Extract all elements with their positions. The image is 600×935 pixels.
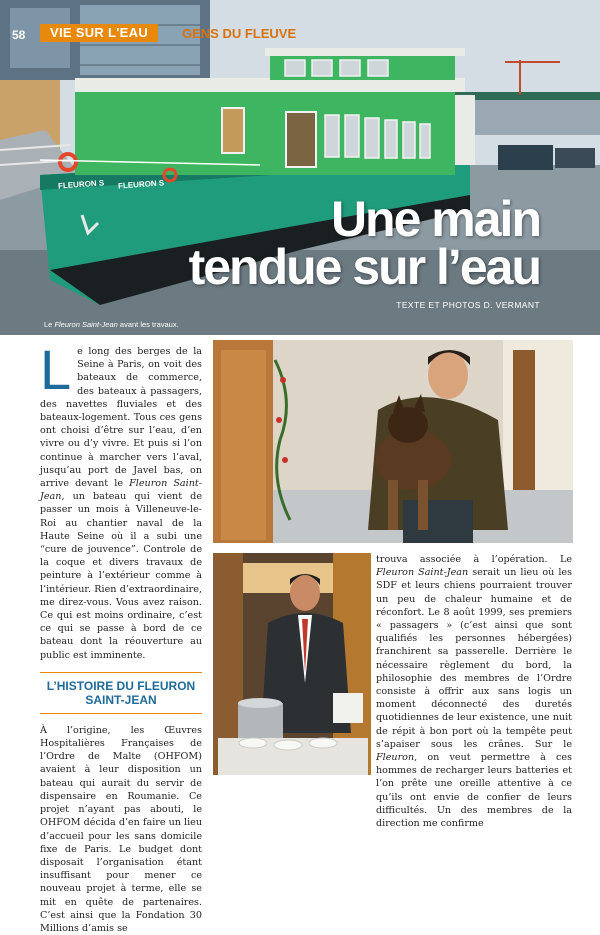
caption-suffix: avant les travaux. <box>117 320 179 329</box>
hero-photo <box>0 0 600 335</box>
continuation-text-1: trouva associée à l’opération. Le <box>376 554 572 565</box>
boat-name-marking-1: FLEURON S <box>57 178 105 191</box>
continuation-text-2: serait un lieu où les SDF et leurs chiens pourraient trouver un peu de chaleur humaine et de réconfort. Le 8 août 1999, ses premiers « passagers » (c’est ainsi que sont qualifiés les personnes hébergées) franchirent sa passerelle. Derrière le nécessaire règlement du bord, la philosophie des membres de l’Ordre consiste à offrir aux sans logis un moment déconnecté des duretés quotidiennes de leur existence, une nuit de répit à bon port où la tempête peut s’apaiser sous les crânes. Sur le <box>376 567 572 750</box>
photo-caption <box>44 320 179 329</box>
intro-paragraph <box>40 338 202 662</box>
man-serving-illustration <box>213 553 371 775</box>
photo-man-serving <box>213 553 371 775</box>
headline-line-1: Une main <box>330 191 540 247</box>
man-dog-illustration <box>213 340 573 543</box>
continuation-boat-name-2: Fleuron <box>376 752 415 764</box>
continuation-paragraph <box>376 553 572 830</box>
history-paragraph: À l’origine, les Œuvres Hospitalières Françaises de l’Ordre de Malte (OHFOM) avaient à leur disposition un bateau qui aurait du servir de dispensaire en Roumanie. Ce projet n’ayant pas abouti, le OHFOM décida d’en faire un lieu d’accueil pour les sans domicile fixe de Paris. Le budget dont disposait l’organisation étant insuffisant pour mener ce nouveau projet à terme, elle se mit en quête de partenaires. C’est ainsi que la Fondation 30 Millions d’amis se <box>40 724 202 934</box>
intro-boat-name: Fleuron Saint-Jean <box>40 478 202 503</box>
photo-credit: TEXTE ET PHOTOS D. VERMANT <box>396 300 540 310</box>
left-column <box>40 338 202 935</box>
page-number: 58 <box>12 28 26 42</box>
section-heading: L’HISTOIRE DU FLEURON SAINT-JEAN <box>40 672 202 714</box>
photo-man-with-dog <box>213 340 573 543</box>
right-column <box>376 553 572 830</box>
caption-boat-name: Fleuron Saint-Jean <box>54 320 118 329</box>
boat-name-marking-2: FLEURON S <box>117 178 165 191</box>
intro-text-1: e long des berges de la Seine à Paris, on voit des bateaux de commerce, des bateaux à passagers, des navettes fluviales et des bateaux-logement. Tous ces gens ont choisi d’être sur l’eau, d’en vivre ou d’y vivre. Et puis si l’on continue à marcher vers l’aval, jusqu’au port de Javel bas, on arrive devant le <box>40 346 202 490</box>
continuation-boat-name: Fleuron Saint-Jean <box>376 567 469 579</box>
section-subrubric: GENS DU FLEUVE <box>182 26 297 41</box>
dropcap: L <box>40 338 72 401</box>
headline-line-2: tendue sur l’eau <box>188 239 540 295</box>
continuation-text-3: , on veut permettre à ces hommes de recharger leurs batteries et l’on prête une oreille attentive à ce qu’ils ont envie de confier de leurs difficultés. Un des membres de la direction me confirme <box>376 752 572 830</box>
section-rubric: VIE SUR L'EAU <box>40 24 158 42</box>
caption-prefix: Le <box>44 320 55 329</box>
intro-text-2: , un bateau qui vient de passer un mois à Villeneuve-le-Roi au chantier naval de la Haute Seine où il a subi une “cure de jouvence”. Controle de la coque et divers travaux de peinture à l’extérieur comme à l’intérieur. Rien d’extraordinaire, me direz-vous. Vous avez raison. Ce qui est moins ordinaire, c’est ce qui se passe à bord de ce bateau dont la réouverture au public est imminente. <box>40 491 202 661</box>
article-headline <box>188 191 540 295</box>
